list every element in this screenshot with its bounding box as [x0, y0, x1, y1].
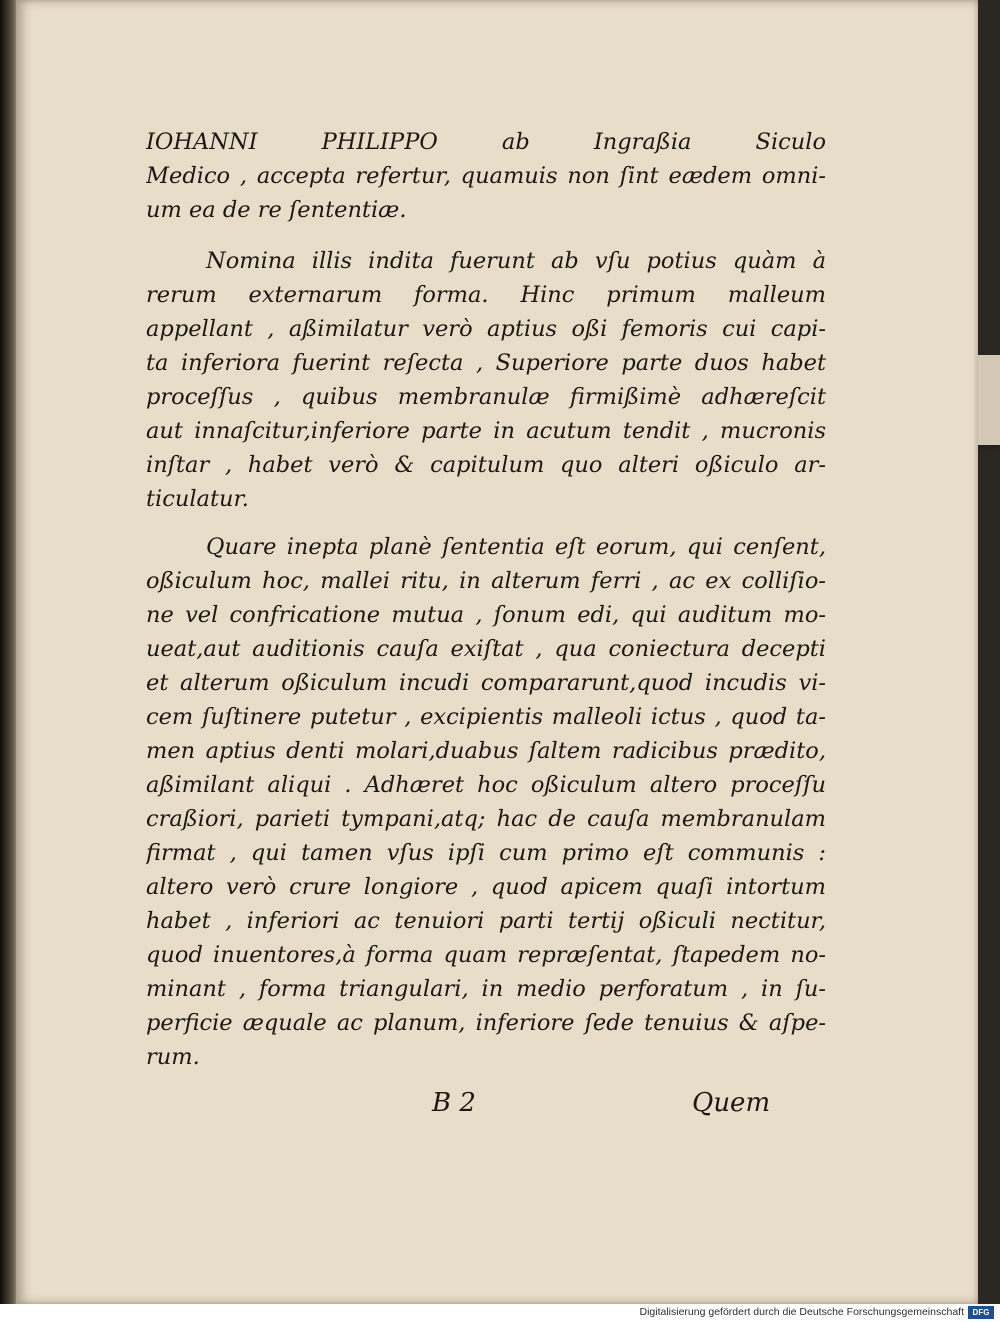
text-line: Nomina illis indita fuerunt ab vſu potius quàm à: [206, 248, 826, 274]
text-line: minant , forma triangulari, in medio perforatum , in ſu-: [146, 976, 826, 1002]
text-line: cem ſuſtinere putetur , excipientis malleoli ictus , quod ta-: [146, 704, 826, 730]
text-line: IOHANNI PHILIPPO ab Ingraßia Siculo: [146, 129, 826, 155]
text-line: rerum externarum forma. Hinc primum malleum: [146, 282, 826, 308]
text-line: aßimilant aliqui . Adhæret hoc oßiculum altero proceſſu: [146, 772, 826, 798]
text-line: habet , inferiori ac tenuiori parti tertij oßiculi nectitur,: [146, 908, 826, 934]
paragraph-gap: [146, 227, 826, 244]
text-line: ne vel confricatione mutua , ſonum edi, qui auditum mo-: [146, 602, 826, 628]
text-line: ta inferiora fuerint reſecta , Superiore parte duos habet: [146, 350, 826, 376]
text-line: perficie æquale ac planum, inferiore ſede tenuius & aſpe-: [146, 1010, 826, 1036]
text-line: ticulatur.: [146, 486, 249, 512]
text-line: men aptius denti molari,duabus ſaltem radicibus prædito,: [146, 738, 826, 764]
text-line: et alterum oßiculum incudi compararunt,quod incudis vi-: [146, 670, 826, 696]
text-line: appellant , aßimilatur verò aptius oßi femoris cui capi-: [146, 316, 826, 342]
signature-mark: B 2: [432, 1088, 476, 1118]
text-line: quod inuentores,à forma quam repræſentat, ſtapedem no-: [146, 942, 826, 968]
text-line: craßiori, parieti tympani,atq; hac de cauſa membranulam: [146, 806, 826, 832]
text-line: firmat , qui tamen vſus ipſi cum primo eſt communis :: [146, 840, 826, 866]
text-line: proceſſus , quibus membranulæ firmißimè adhæreſcit: [146, 384, 826, 410]
text-line: inſtar , habet verò & capitulum quo alteri oßiculo ar-: [146, 452, 826, 478]
text-line: Quare inepta planè ſententia eſt eorum, qui cenſent,: [206, 534, 826, 560]
catchword: Quem: [692, 1088, 771, 1118]
text-line: rum.: [146, 1044, 200, 1070]
page-body-text: [146, 125, 826, 1074]
digitization-credit: Digitalisierung gefördert durch die Deutsche Forschungsgemeinschaft: [639, 1306, 964, 1318]
text-line: ueat,aut auditionis cauſa exiſtat , qua coniectura decepti: [146, 636, 826, 662]
text-line: aut innaſcitur,inferiore parte in acutum tendit , mucronis: [146, 418, 826, 444]
text-line: Medico , accepta refertur, quamuis non ſint eædem omni-: [146, 163, 826, 189]
dfg-logo-icon: DFG: [968, 1306, 994, 1319]
paragraph-gap: [146, 516, 826, 530]
text-line: oßiculum hoc, mallei ritu, in alterum ferri , ac ex colliſio-: [146, 568, 826, 594]
text-line: altero verò crure longiore , quod apicem quaſi intortum: [146, 874, 826, 900]
text-line: um ea de re ſententiæ.: [146, 197, 407, 223]
